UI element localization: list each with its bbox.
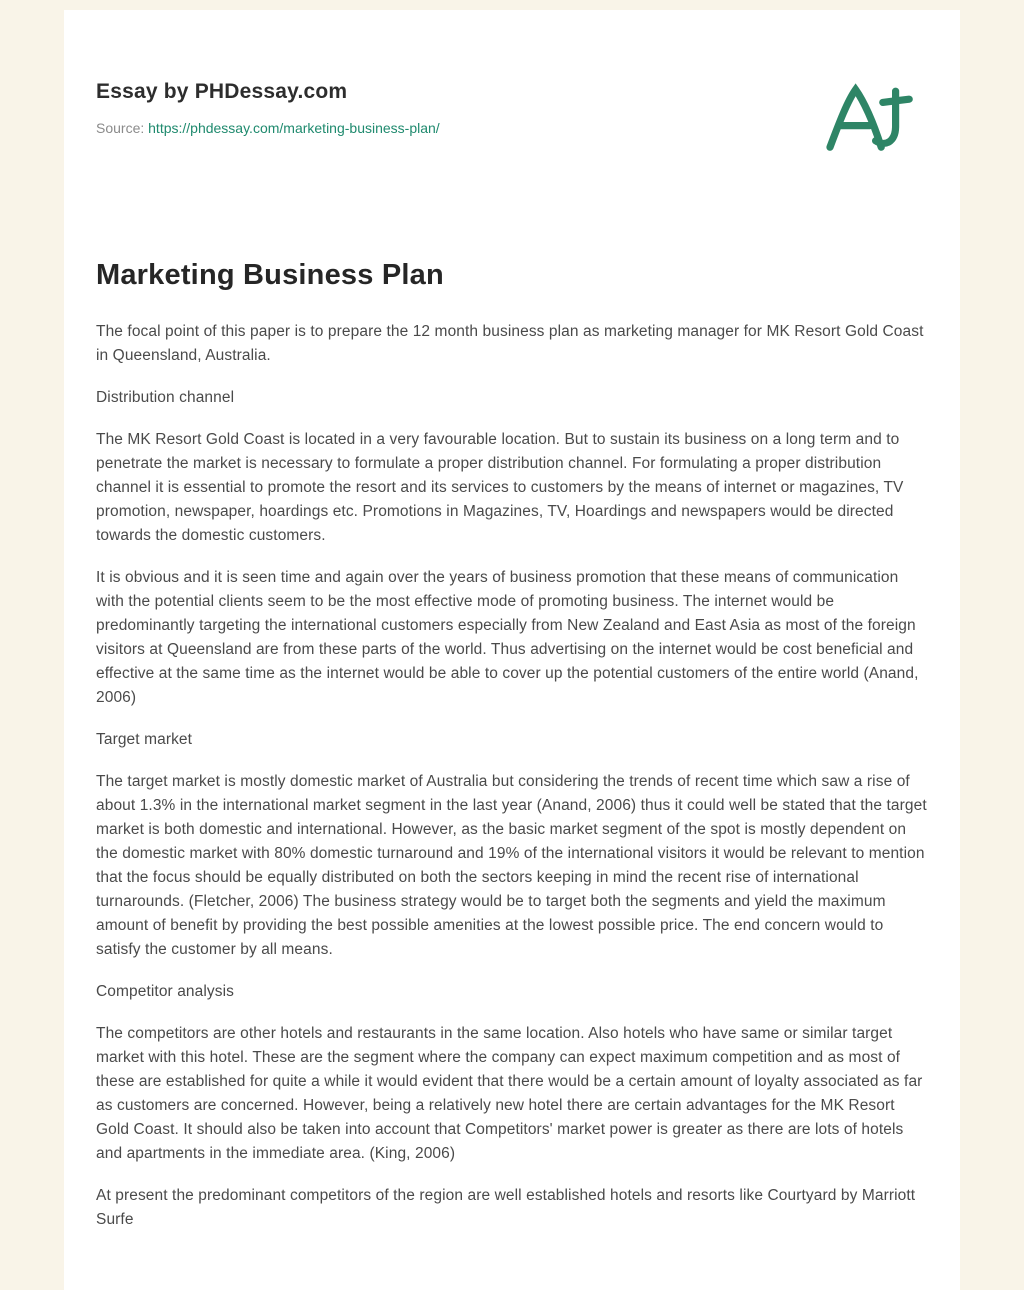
site-title: Essay by PHDessay.com [96, 80, 348, 103]
section-heading-distribution-channel: Distribution channel [96, 389, 235, 406]
section-heading-competitor-analysis: Competitor analysis [96, 983, 235, 1000]
header-left [96, 80, 440, 136]
section-heading-target-market: Target market [96, 731, 193, 748]
paragraph: The target market is mostly domestic market of Australia but considering the trends of recent time which saw a rise of about 1.3% in the international market segment in the last year (Anand, 2006) thus it could well be stated that the target market is both domestic and international. However, as the basic market segment of the spot is mostly dependent on the domestic market with 80% domestic turnaround and 19% of the international visitors it would be relevant to mention that the focus should be equally distributed on both the sectors keeping in mind the recent rise of international turnarounds. (Fletcher, 2006) The business strategy would be to target both the segments and yield the maximum amount of benefit by providing the best possible amenities at the lowest possible price. The end concern would to satisfy the customer by all means. [96, 773, 927, 958]
essay-body [96, 320, 928, 1232]
source-link[interactable]: https://phdessay.com/marketing-business-plan/ [148, 120, 440, 136]
paragraph-truncated: At present the predominant competitors of the region are well established hotels and resorts like Courtyard by Marriott Surfe [96, 1187, 916, 1228]
source-line [96, 120, 440, 136]
essay-card [64, 10, 960, 1290]
phdessay-logo-icon [822, 74, 914, 167]
paragraph: The competitors are other hotels and restaurants in the same location. Also hotels who have same or similar target market with this hotel. These are the segment where the company can expect maximum competition and as most of these are established for quite a while it would evident that there would be a certain amount of loyalty associated as far as customers are concerned. However, being a relatively new hotel there are certain advantages for the MK Resort Gold Coast. It should also be taken into account that Competitors' market power is greater as there are lots of hotels and apartments in the immediate area. (King, 2006) [96, 1025, 923, 1162]
paragraph: The MK Resort Gold Coast is located in a very favourable location. But to sustain its business on a long term and to penetrate the market is necessary to formulate a proper distribution channel. For formulating a proper distribution channel it is essential to promote the resort and its services to customers by the means of internet or magazines, TV promotion, newspaper, hoardings etc. Promotions in Magazines, TV, Hoardings and newspapers would be directed towards the domestic customers. [96, 431, 904, 544]
essay-title: Marketing Business Plan [96, 259, 444, 291]
source-label: Source: [96, 120, 145, 136]
header [96, 80, 928, 167]
intro-paragraph: The focal point of this paper is to prepare the 12 month business plan as marketing manager for MK Resort Gold Coast in Queensland, Australia. [96, 323, 924, 364]
paragraph: It is obvious and it is seen time and again over the years of business promotion that these means of communication with the potential clients seem to be the most effective mode of promoting business. The internet would be predominantly targeting the international customers especially from New Zealand and East Asia as most of the foreign visitors at Queensland are from these parts of the world. Thus advertising on the internet would be cost beneficial and effective at the same time as the internet would be able to cover up the potential customers of the entire world (Anand, 2006) [96, 569, 919, 706]
